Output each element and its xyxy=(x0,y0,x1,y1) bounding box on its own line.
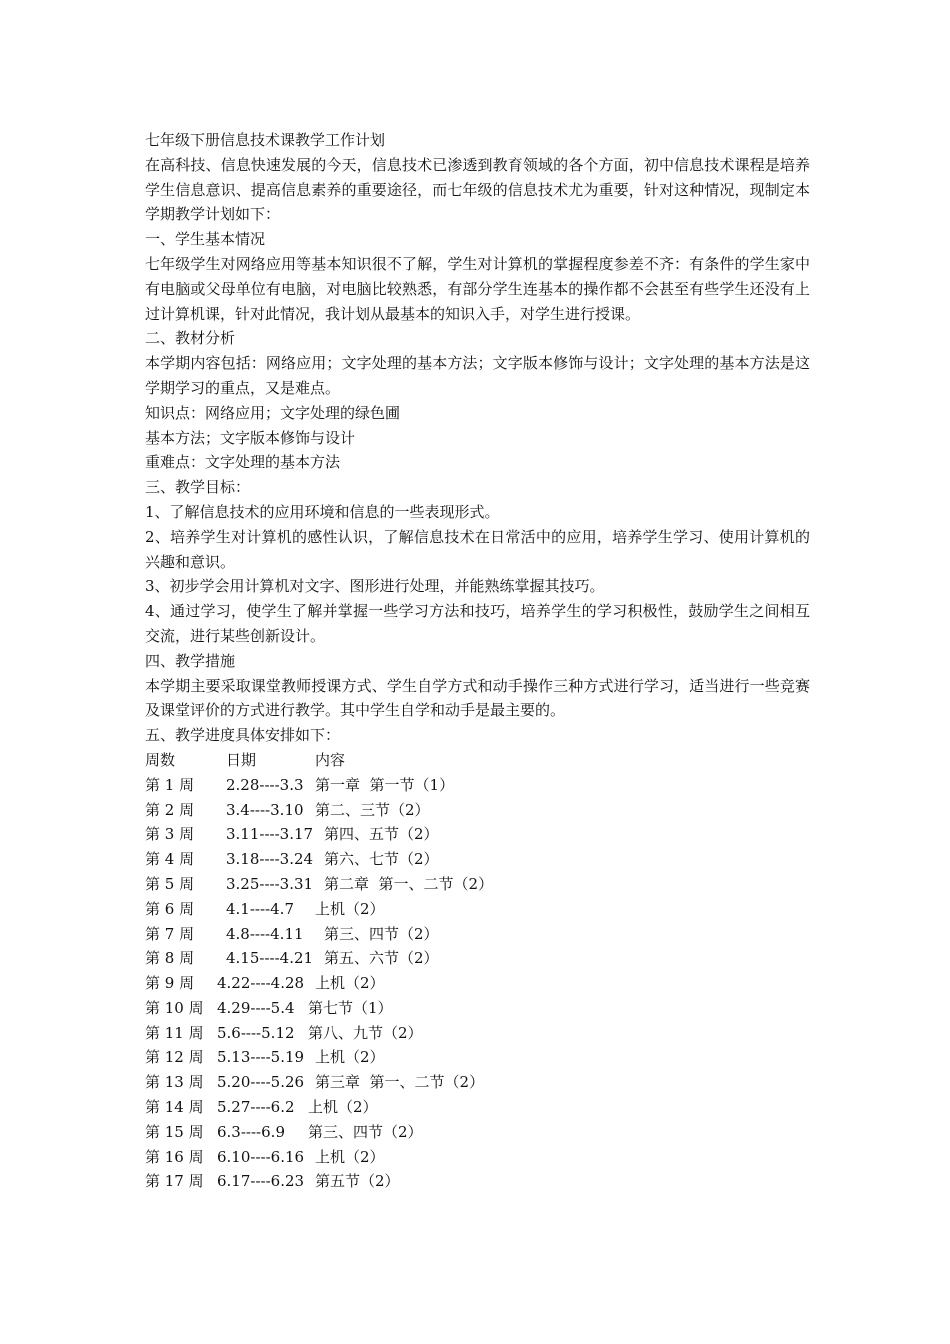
schedule-content: 第六、七节（2） xyxy=(324,850,439,869)
schedule-row xyxy=(145,847,810,872)
section-4-title: 四、教学措施 xyxy=(145,651,236,670)
schedule-date: 5.20----5.26 xyxy=(217,1073,305,1092)
schedule-week: 第 17 周 xyxy=(145,1172,204,1191)
schedule-week: 第 7 周 xyxy=(145,924,195,943)
section-2-title: 二、教材分析 xyxy=(145,329,236,348)
intro-paragraph: 在高科技、信息快速发展的今天，信息技术已渗透到教育领域的各个方面，初中信息技术课程是培养学生信息意识、提高信息素养的重要途径，而七年级的信息技术尤为重要，针对这种情况，现制定本学期教学计划如下： xyxy=(145,155,810,224)
schedule-week: 第 10 周 xyxy=(145,998,204,1017)
schedule-row xyxy=(145,1070,810,1095)
schedule-content: 第三章 第一、二节（2） xyxy=(315,1073,485,1092)
section-4-body: 本学期主要采取课堂教师授课方式、学生自学方式和动手操作三种方式进行学习，适当进行一些竞赛及课堂评价的方式进行教学。其中学生自学和动手是最主要的。 xyxy=(145,676,810,720)
schedule-week: 第 11 周 xyxy=(145,1023,204,1042)
schedule-content: 第三、四节（2） xyxy=(324,924,439,943)
schedule-row xyxy=(145,773,810,798)
section-2-basic-methods: 基本方法；文字版本修饰与设计 xyxy=(145,428,356,447)
section-2-key-points: 重难点：文字处理的基本方法 xyxy=(145,453,341,472)
schedule-row xyxy=(145,897,810,922)
schedule-date: 4.15----4.21 xyxy=(226,949,314,968)
schedule-date: 3.4----3.10 xyxy=(226,800,304,819)
schedule-week: 第 6 周 xyxy=(145,899,195,918)
header-week: 周数 xyxy=(145,750,176,769)
section-1-body: 七年级学生对网络应用等基本知识很不了解，学生对计算机的掌握程度参差不齐：有条件的学生家中有电脑或父母单位有电脑，对电脑比较熟悉，有部分学生连基本的操作都不会甚至有些学生还没有上过计算机课，针对此情况，我计划从最基本的知识入手，对学生进行授课。 xyxy=(145,254,810,323)
schedule-row xyxy=(145,1169,810,1194)
schedule-date: 3.18----3.24 xyxy=(226,850,314,869)
schedule-week: 第 16 周 xyxy=(145,1147,204,1166)
goal-3: 3、初步学会用计算机对文字、图形进行处理，并能熟练掌握其技巧。 xyxy=(145,577,605,596)
schedule-row xyxy=(145,798,810,823)
section-5-title: 五、教学进度具体安排如下： xyxy=(145,726,341,745)
schedule-header-row xyxy=(145,748,810,773)
schedule-date: 4.29----5.4 xyxy=(217,998,295,1017)
schedule-content: 第二章 第一、二节（2） xyxy=(324,874,494,893)
section-1-title: 一、学生基本情况 xyxy=(145,230,266,249)
schedule-week: 第 1 周 xyxy=(145,775,195,794)
schedule-content: 第一章 第一节（1） xyxy=(315,775,455,794)
schedule-content: 第二、三节（2） xyxy=(315,800,430,819)
schedule-rows xyxy=(145,773,810,1195)
goal-2: 2、培养学生对计算机的感性认识，了解信息技术在日常活中的应用，培养学生学习、使用计算机的兴趣和意识。 xyxy=(145,527,810,571)
schedule-content: 第八、九节（2） xyxy=(308,1023,423,1042)
schedule-row xyxy=(145,1120,810,1145)
header-date: 日期 xyxy=(226,750,257,769)
schedule-row xyxy=(145,971,810,996)
schedule-content: 上机（2） xyxy=(315,1048,385,1067)
schedule-week: 第 4 周 xyxy=(145,850,195,869)
schedule-content: 上机（2） xyxy=(315,1147,385,1166)
schedule-content: 第五节（2） xyxy=(315,1172,400,1191)
schedule-date: 5.13----5.19 xyxy=(217,1048,305,1067)
goal-1: 1、了解信息技术的应用环境和信息的一些表现形式。 xyxy=(145,502,500,521)
schedule-week: 第 14 周 xyxy=(145,1098,204,1117)
schedule-date: 3.25----3.31 xyxy=(226,874,314,893)
schedule-week: 第 13 周 xyxy=(145,1073,204,1092)
schedule-date: 5.27----6.2 xyxy=(217,1098,295,1117)
schedule-week: 第 8 周 xyxy=(145,949,195,968)
schedule-row xyxy=(145,946,810,971)
schedule-week: 第 5 周 xyxy=(145,874,195,893)
section-2-body: 本学期内容包括：网络应用；文字处理的基本方法；文字版本修饰与设计；文字处理的基本方法是这学期学习的重点，又是难点。 xyxy=(145,354,810,397)
goal-4: 4、通过学习，使学生了解并掌握一些学习方法和技巧，培养学生的学习积极性，鼓励学生之间相互交流，进行某些创新设计。 xyxy=(145,602,810,645)
schedule-date: 6.10----6.16 xyxy=(217,1147,305,1166)
schedule-row xyxy=(145,872,810,897)
schedule-date: 3.11----3.17 xyxy=(226,825,314,844)
schedule-content: 上机（2） xyxy=(315,899,385,918)
schedule-date: 4.1----4.7 xyxy=(226,899,294,918)
schedule-table xyxy=(145,748,810,1194)
schedule-row xyxy=(145,1145,810,1170)
schedule-content: 第三、四节（2） xyxy=(308,1122,423,1141)
schedule-date: 6.3----6.9 xyxy=(217,1122,285,1141)
schedule-week: 第 3 周 xyxy=(145,825,195,844)
schedule-date: 4.22----4.28 xyxy=(217,974,305,993)
document-body xyxy=(145,128,810,1194)
document-title: 七年级下册信息技术课教学工作计划 xyxy=(145,131,386,149)
schedule-row xyxy=(145,996,810,1021)
section-3-title: 三、教学目标： xyxy=(145,478,251,497)
schedule-content: 第五、六节（2） xyxy=(324,949,439,968)
schedule-content: 第七节（1） xyxy=(308,998,393,1017)
schedule-content: 第四、五节（2） xyxy=(324,825,439,844)
schedule-date: 6.17----6.23 xyxy=(217,1172,305,1191)
schedule-row xyxy=(145,1045,810,1070)
schedule-week: 第 9 周 xyxy=(145,974,195,993)
schedule-week: 第 15 周 xyxy=(145,1122,204,1141)
schedule-row xyxy=(145,822,810,847)
header-content: 内容 xyxy=(315,750,346,769)
schedule-row xyxy=(145,922,810,947)
schedule-week: 第 12 周 xyxy=(145,1048,204,1067)
schedule-content: 上机（2） xyxy=(308,1098,378,1117)
schedule-row xyxy=(145,1095,810,1120)
schedule-date: 2.28----3.3 xyxy=(226,775,304,794)
schedule-content: 上机（2） xyxy=(315,974,385,993)
schedule-date: 4.8----4.11 xyxy=(226,924,304,943)
section-2-knowledge-points: 知识点：网络应用；文字处理的绿色圃 xyxy=(145,403,401,422)
schedule-row xyxy=(145,1021,810,1046)
schedule-week: 第 2 周 xyxy=(145,800,195,819)
schedule-date: 5.6----5.12 xyxy=(217,1023,295,1042)
